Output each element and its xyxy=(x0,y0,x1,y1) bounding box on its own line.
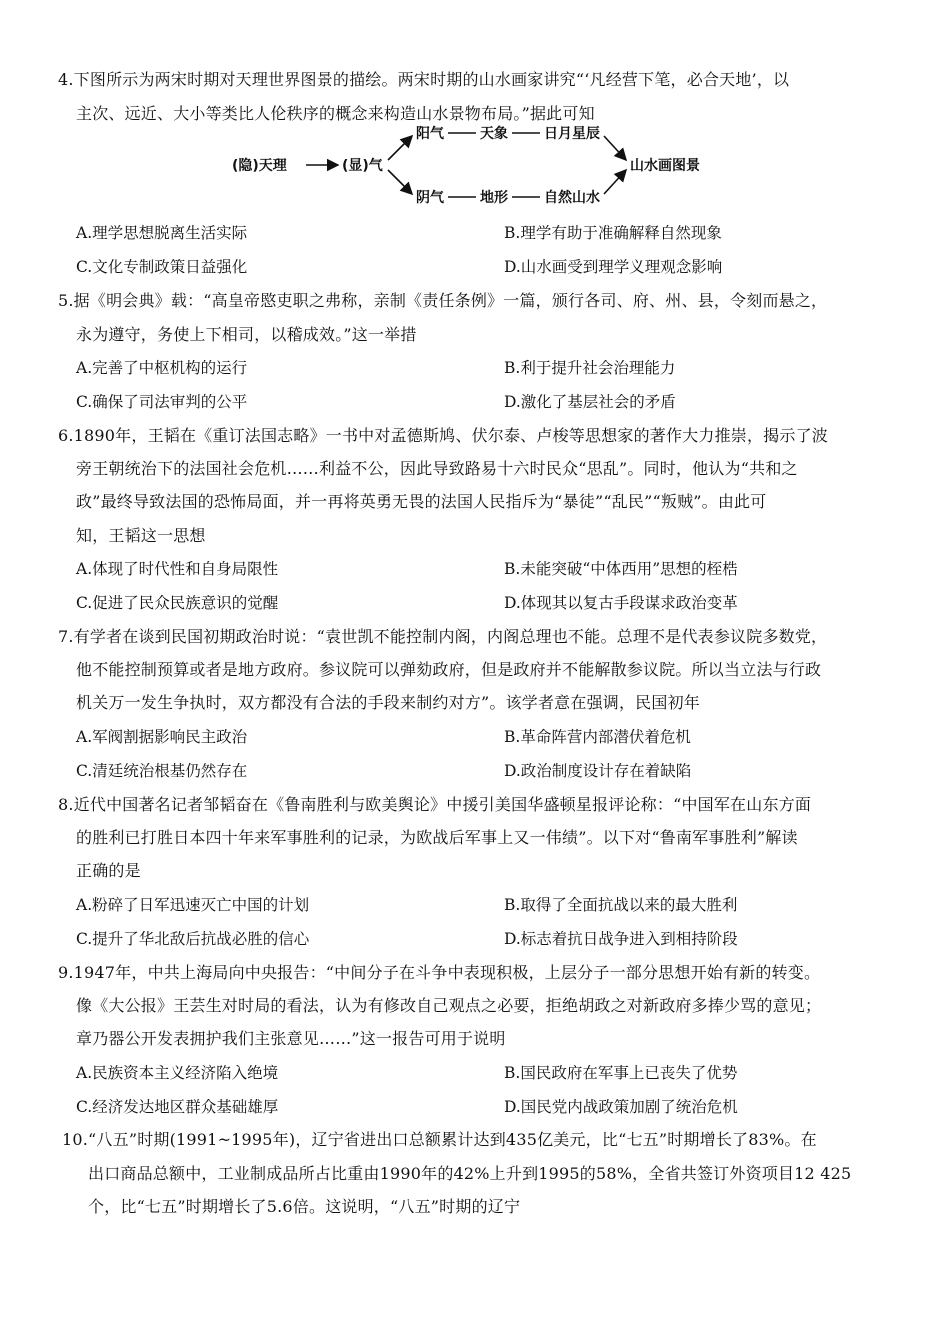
q4-line-2: 主次、远近、大小等类比人伦秩序的概念来构造山水景物布局。”据此可知 xyxy=(76,104,595,123)
q4-option-a: A.理学思想脱离生活实际 xyxy=(76,224,248,242)
q9-line-3: 章乃器公开发表拥护我们主张意见……”这一报告可用于说明 xyxy=(76,1029,506,1048)
tianli-diagram xyxy=(230,122,730,212)
q9-line-1: 9.1947年，中共上海局向中央报告：“中间分子在斗争中表现积极，上层分子一部分思想开始有新的转变。 xyxy=(58,963,821,982)
diagram-hidden-tianli: (隐)天理 xyxy=(232,158,287,174)
q4-option-d: D.山水画受到理学义理观念影响 xyxy=(504,258,723,276)
q10-line-2: 出口商品总额中，工业制成品所占比重由1990年的42%上升到1995的58%，全省共签订外资项目12 425 xyxy=(88,1164,852,1183)
q6-option-b: B.未能突破“中体西用”思想的桎梏 xyxy=(504,560,738,578)
q10-line-3: 个，比“七五”时期增长了5.6倍。这说明，“八五”时期的辽宁 xyxy=(88,1197,521,1216)
diagram-yin-qi: 阴气 xyxy=(416,190,444,206)
q6-option-a: A.体现了时代性和自身局限性 xyxy=(76,560,279,578)
diagram-nature: 自然山水 xyxy=(544,190,600,206)
q7-line-1: 7.有学者在谈到民国初期政治时说：“袁世凯不能控制内阁，内阁总理也不能。总理不是代表参议院多数党， xyxy=(58,627,828,646)
q5-line-2: 永为遵守，务使上下相司，以稽成效。”这一举措 xyxy=(76,325,417,344)
q9-option-b: B.国民政府在军事上已丧失了优势 xyxy=(504,1064,738,1082)
diagram-arrow-down xyxy=(388,170,412,194)
q8-option-b: B.取得了全面抗战以来的最大胜利 xyxy=(504,896,738,914)
q7-option-d: D.政治制度设计存在着缺陷 xyxy=(504,762,692,780)
q9-line-2: 像《大公报》王芸生对时局的看法，认为有修改自己观点之必要，拒绝胡政之对新政府多捧少骂的意见； xyxy=(76,996,822,1015)
q5-option-c: C.确保了司法审判的公平 xyxy=(76,393,248,411)
q7-option-a: A.军阀割据影响民主政治 xyxy=(76,728,248,746)
q4-option-b: B.理学有助于准确解释自然现象 xyxy=(504,224,722,242)
q5-option-d: D.激化了基层社会的矛盾 xyxy=(504,393,676,411)
diagram-result: 山水画图景 xyxy=(630,158,700,174)
q7-option-b: B.革命阵营内部潜伏着危机 xyxy=(504,728,691,746)
q7-line-2: 他不能控制预算或者是地方政府。参议院可以弹劾政府，但是政府并不能解散参议院。所以当立法与行政 xyxy=(76,660,822,679)
diagram-tian-xiang: 天象 xyxy=(480,126,508,142)
diagram-arrow-merge-up xyxy=(604,136,626,160)
diagram-arrow-up xyxy=(388,136,412,160)
q7-line-3: 机关万一发生争执时，双方都没有合法的手段来制约对方”。该学者意在强调，民国初年 xyxy=(76,693,700,712)
diagram-di-xing: 地形 xyxy=(480,190,508,206)
q6-line-3: 政”最终导致法国的恐怖局面，并一再将英勇无畏的法国人民指斥为“暴徒”“乱民”“叛贼”。由此可 xyxy=(76,492,767,511)
q10-line-1: 10.“八五”时期(1991~1995年)，辽宁省进出口总额累计达到435亿美元，比“七五”时期增长了83%。在 xyxy=(62,1130,817,1149)
q6-line-2: 旁王朝统治下的法国社会危机……利益不公，因此导致路易十六时民众“思乱”。同时，他认为“共和之 xyxy=(76,459,798,478)
q8-option-d: D.标志着抗日战争进入到相持阶段 xyxy=(504,930,738,948)
q6-line-1: 6.1890年，王韬在《重订法国志略》一书中对孟德斯鸠、伏尔泰、卢梭等思想家的著作大力推崇，揭示了波 xyxy=(58,426,828,445)
diagram-yang-qi: 阳气 xyxy=(416,126,444,142)
q8-option-c: C.提升了华北敌后抗战必胜的信心 xyxy=(76,930,310,948)
q8-line-3: 正确的是 xyxy=(76,861,141,880)
q8-line-2: 的胜利已打胜日本四十年来军事胜利的记录，为欧战后军事上又一伟绩”。以下对“鲁南军事胜利”解读 xyxy=(76,828,798,847)
q7-option-c: C.清廷统治根基仍然存在 xyxy=(76,762,248,780)
q5-option-a: A.完善了中枢机构的运行 xyxy=(76,359,248,377)
q6-option-d: D.体现其以复古手段谋求政治变革 xyxy=(504,594,738,612)
q9-option-d: D.国民党内战政策加剧了统治危机 xyxy=(504,1098,738,1116)
q6-line-4: 知，王韬这一思想 xyxy=(76,526,206,545)
diagram-sun-moon: 日月星辰 xyxy=(544,126,600,142)
diagram-arrow-merge-down xyxy=(604,170,626,194)
q5-option-b: B.利于提升社会治理能力 xyxy=(504,359,676,377)
q6-option-c: C.促进了民众民族意识的觉醒 xyxy=(76,594,279,612)
q9-option-a: A.民族资本主义经济陷入绝境 xyxy=(76,1064,279,1082)
q4-option-c: C.文化专制政策日益强化 xyxy=(76,258,248,276)
q5-line-1: 5.据《明会典》载：“高皇帝愍吏职之弗称，亲制《责任条例》一篇，颁行各司、府、州、县，令刻而悬之， xyxy=(58,291,828,310)
q8-line-1: 8.近代中国著名记者邹韬奋在《鲁南胜利与欧美舆论》中援引美国华盛顿星报评论称：“中国军在山东方面 xyxy=(58,795,812,814)
diagram-shown-qi: (显)气 xyxy=(342,158,383,174)
q4-line-1: 4.下图所示为两宋时期对天理世界图景的描绘。两宋时期的山水画家讲究“‘凡经营下笔，必合天地’，以 xyxy=(58,70,790,89)
q9-option-c: C.经济发达地区群众基础雄厚 xyxy=(76,1098,279,1116)
q8-option-a: A.粉碎了日军迅速灭亡中国的计划 xyxy=(76,896,310,914)
